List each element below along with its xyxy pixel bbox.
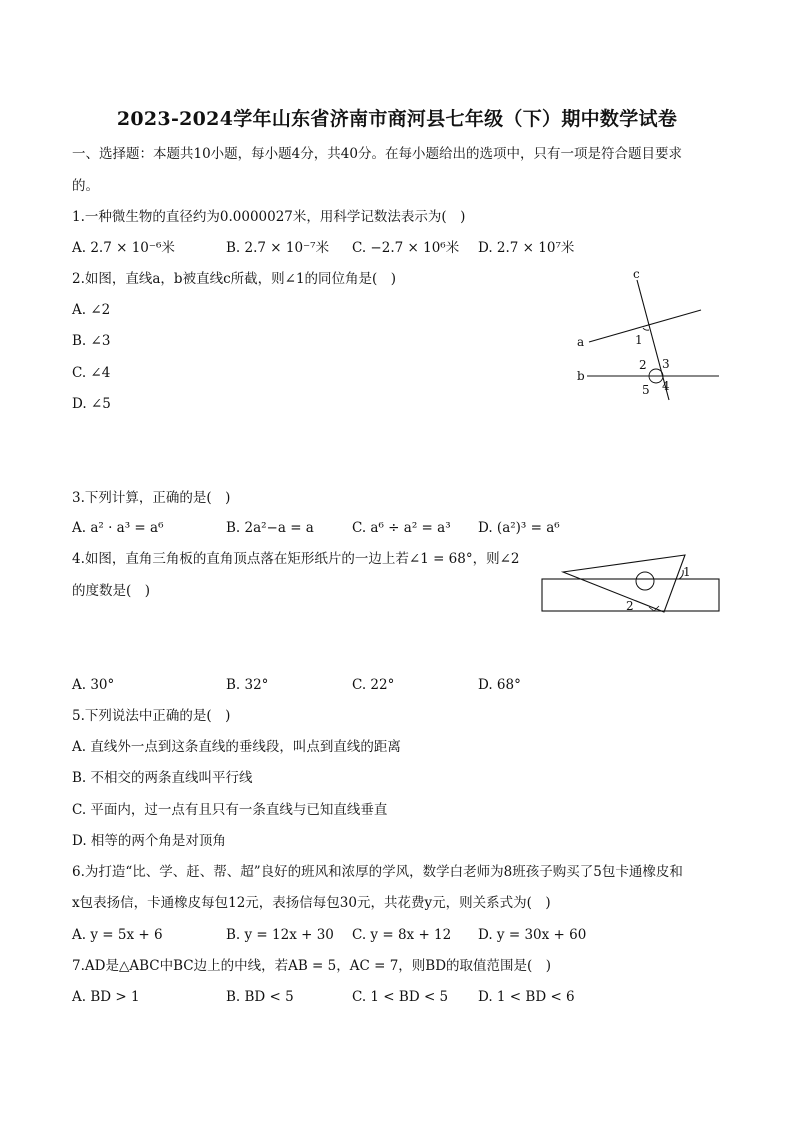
question-6-stem-line1: 6.为打造“比、学、赶、帮、超”良好的班风和浓厚的学风，数学白老师为8班孩子购买了5包卡通橡皮和	[72, 864, 683, 880]
label-4: 4	[662, 379, 670, 393]
question-6-option-a: A. y = 5x + 6	[72, 927, 163, 943]
line-a	[589, 310, 701, 342]
question-7-option-b: B. BD < 5	[226, 989, 294, 1005]
section-instruction-line2: 的。	[72, 178, 99, 194]
question-2-option-d: D. ∠5	[72, 396, 111, 412]
label-1: 1	[635, 333, 643, 347]
question-5-option-c: C. 平面内，过一点有且只有一条直线与已知直线垂直	[72, 802, 388, 818]
question-3-option-a: A. a² · a³ = a⁶	[72, 520, 164, 536]
question-5-option-a: A. 直线外一点到这条直线的垂线段，叫点到直线的距离	[72, 739, 401, 755]
question-1-option-b: B. 2.7 × 10⁻⁷米	[226, 240, 330, 256]
question-2-stem: 2.如图，直线a，b被直线c所截，则∠1的同位角是( )	[72, 271, 397, 287]
label-5: 5	[642, 383, 650, 397]
label-2: 2	[626, 599, 634, 613]
question-1-stem: 1.一种微生物的直径约为0.0000027米，用科学记数法表示为( )	[72, 209, 466, 225]
question-5-option-b: B. 不相交的两条直线叫平行线	[72, 770, 253, 786]
question-5-option-d: D. 相等的两个角是对顶角	[72, 833, 226, 849]
label-b: b	[577, 369, 585, 383]
question-1-option-d: D. 2.7 × 10⁷米	[478, 240, 575, 256]
question-3-option-b: B. 2a²−a = a	[226, 520, 314, 536]
label-c: c	[633, 267, 640, 281]
question-6-option-d: D. y = 30x + 60	[478, 927, 587, 943]
question-6-option-c: C. y = 8x + 12	[352, 927, 452, 943]
question-3-option-c: C. a⁶ ÷ a² = a³	[352, 520, 451, 536]
question-2-option-c: C. ∠4	[72, 365, 111, 381]
label-2: 2	[639, 358, 647, 372]
question-5-stem: 5.下列说法中正确的是( )	[72, 708, 231, 724]
question-3-option-d: D. (a²)³ = a⁶	[478, 520, 560, 536]
question-3-stem: 3.下列计算，正确的是( )	[72, 490, 231, 506]
label-3: 3	[662, 357, 670, 371]
question-2-option-a: A. ∠2	[72, 302, 111, 318]
section-instruction-line1: 一、选择题：本题共10小题，每小题4分，共40分。在每小题给出的选项中，只有一项是符合题目要求	[72, 146, 682, 162]
question-7-stem: 7.AD是△ABC中BC边上的中线，若AB = 5，AC = 7，则BD的取值范围是( )	[72, 958, 552, 974]
question-7-option-d: D. 1 < BD < 6	[478, 989, 575, 1005]
question-4-option-b: B. 32°	[226, 677, 269, 693]
question-4-stem-line2: 的度数是( )	[72, 583, 151, 599]
question-4-option-d: D. 68°	[478, 677, 521, 693]
question-4-option-a: A. 30°	[72, 677, 115, 693]
question-2-option-b: B. ∠3	[72, 333, 111, 349]
question-6-stem-line2: x包表扬信，卡通橡皮每包12元，表扬信每包30元，共花费y元，则关系式为( )	[72, 895, 551, 911]
question-4-option-c: C. 22°	[352, 677, 395, 693]
question-4-figure	[538, 550, 728, 618]
set-square	[563, 555, 685, 612]
question-4-stem-line1: 4.如图，直角三角板的直角顶点落在矩形纸片的一边上若∠1 = 68°，则∠2	[72, 551, 520, 567]
exam-title: 2023-2024学年山东省济南市商河县七年级（下）期中数学试卷	[116, 108, 678, 130]
question-7-option-c: C. 1 < BD < 5	[352, 989, 449, 1005]
question-7-option-a: A. BD > 1	[72, 989, 140, 1005]
question-2-figure	[565, 266, 725, 406]
question-1-option-a: A. 2.7 × 10⁻⁶米	[72, 240, 175, 256]
label-a: a	[577, 335, 585, 349]
question-6-option-b: B. y = 12x + 30	[226, 927, 334, 943]
angle-1-arc	[643, 328, 649, 330]
label-1: 1	[683, 565, 691, 579]
set-square-hole	[636, 572, 654, 590]
question-1-option-c: C. −2.7 × 10⁶米	[352, 240, 460, 256]
